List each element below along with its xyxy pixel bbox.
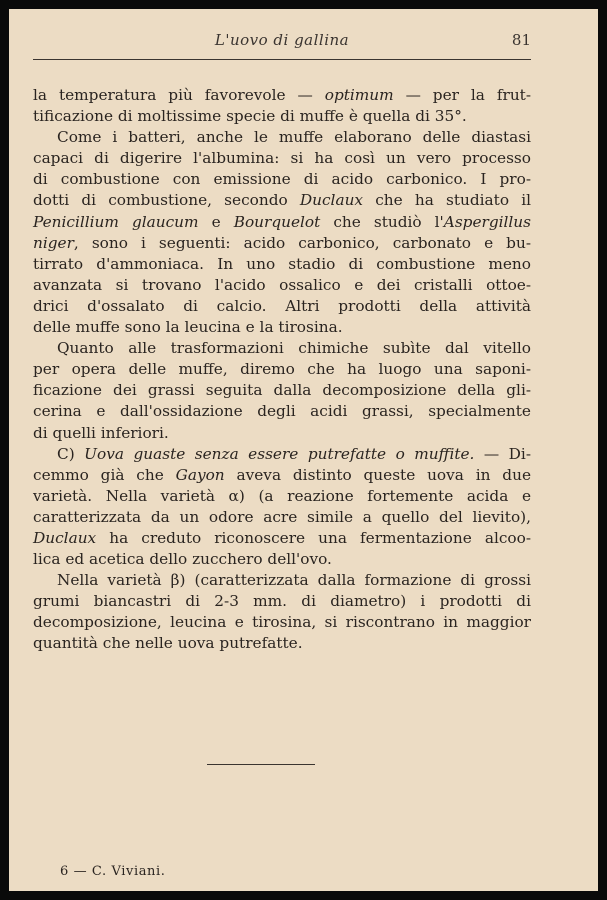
text-line — [33, 633, 531, 654]
text-segment: quantità che nelle uova putrefatte. — [33, 634, 303, 653]
italic-segment: Uova guaste senza essere putrefatte o muffite. — [84, 444, 475, 463]
text-segment: tirrato d'ammoniaca. In uno stadio di combustione meno — [33, 254, 531, 273]
text-line — [33, 570, 531, 591]
text-segment: , sono i seguenti: acido carbonico, carbonato e bu- — [73, 233, 531, 252]
text-line — [33, 465, 531, 486]
text-segment: drici d'ossalato di calcio. Altri prodotti della attività — [33, 296, 531, 315]
italic-segment: Aspergillus — [443, 212, 532, 231]
running-head — [33, 31, 531, 53]
italic-segment: Bourquelot — [233, 212, 321, 231]
text-line — [33, 233, 531, 254]
text-line — [33, 401, 531, 422]
text-segment: tificazione di moltissime specie di muffe è quella di 35°. — [33, 107, 467, 126]
text-line — [33, 359, 531, 380]
text-line — [33, 127, 531, 148]
text-segment: capaci di digerire l'albumina: si ha così un vero processo — [33, 149, 531, 168]
text-line — [33, 169, 531, 190]
section-end-rule — [207, 764, 315, 765]
text-segment: di combustione con emissione di acido carbonico. I pro- — [33, 170, 531, 189]
text-segment: grumi biancastri di 2-3 mm. di diametro) i prodotti di — [33, 592, 531, 611]
text-line — [33, 444, 531, 465]
text-line — [33, 380, 531, 401]
text-line — [33, 190, 531, 211]
text-line — [33, 549, 531, 570]
text-segment: di quelli inferiori. — [33, 423, 169, 442]
text-segment: Come i batteri, anche le muffe elaborano delle diastasi — [57, 128, 531, 147]
text-line — [33, 612, 531, 633]
header-rule — [33, 59, 531, 60]
text-line — [33, 106, 531, 127]
text-line — [33, 85, 531, 106]
text-segment: — Di- — [474, 444, 531, 463]
text-segment: per opera delle muffe, diremo che ha luogo una saponi- — [33, 360, 531, 379]
signature-mark: 6 — C. Viviani. — [60, 864, 166, 879]
text-line — [33, 423, 531, 444]
text-segment: varietà. Nella varietà α) (a reazione fortemente acida e — [33, 486, 531, 505]
text-segment: cemmo già che — [33, 465, 176, 484]
text-segment: la temperatura più favorevole — — [33, 86, 325, 104]
italic-segment: Duclaux — [299, 191, 364, 210]
text-line — [33, 212, 531, 233]
text-segment: cerina e dall'ossidazione degli acidi grassi, specialmente — [33, 402, 531, 421]
text-line — [33, 507, 531, 528]
italic-segment: Duclaux — [33, 528, 97, 547]
text-segment: lica ed acetica dello zucchero dell'ovo. — [33, 550, 332, 569]
text-segment: ficazione dei grassi seguita dalla decomposizione della gli- — [33, 381, 531, 400]
text-segment: — per la frut- — [393, 86, 531, 104]
italic-segment: niger — [33, 233, 74, 252]
running-title: L'uovo di gallina — [214, 31, 350, 49]
text-segment: dotti di combustione, secondo — [33, 191, 300, 210]
text-segment: che ha studiato il — [363, 191, 531, 210]
text-segment: e — [198, 212, 234, 231]
text-line — [33, 528, 531, 549]
italic-segment: Gayon — [175, 465, 225, 484]
body-text — [33, 85, 531, 655]
text-line — [33, 338, 531, 359]
text-segment: che studiò l' — [320, 212, 444, 231]
text-segment: Nella varietà β) (caratterizzata dalla formazione di grossi — [57, 571, 531, 590]
text-line — [33, 254, 531, 275]
text-line — [33, 317, 531, 338]
italic-segment: Penicillium glaucum — [33, 212, 199, 231]
text-line — [33, 296, 531, 317]
text-line — [33, 486, 531, 507]
italic-segment: optimum — [324, 86, 394, 104]
page-number: 81 — [511, 31, 531, 49]
text-segment: ha creduto riconoscere una fermentazione alcoo- — [96, 528, 531, 547]
text-segment: caratterizzata da un odore acre simile a quello del lievito), — [33, 507, 531, 526]
text-segment: aveva distinto queste uova in due — [224, 465, 532, 484]
text-segment: decomposizione, leucina e tirosina, si riscontrano in maggior — [33, 613, 531, 632]
text-segment: C) — [57, 444, 85, 463]
text-line — [33, 275, 531, 296]
text-line — [33, 591, 531, 612]
text-line — [33, 148, 531, 169]
book-page — [9, 9, 598, 891]
text-segment: avanzata si trovano l'acido ossalico e dei cristalli ottoe- — [33, 275, 531, 294]
text-segment: Quanto alle trasformazioni chimiche subìte dal vitello — [57, 339, 531, 358]
text-segment: delle muffe sono la leucina e la tirosina. — [33, 318, 343, 337]
